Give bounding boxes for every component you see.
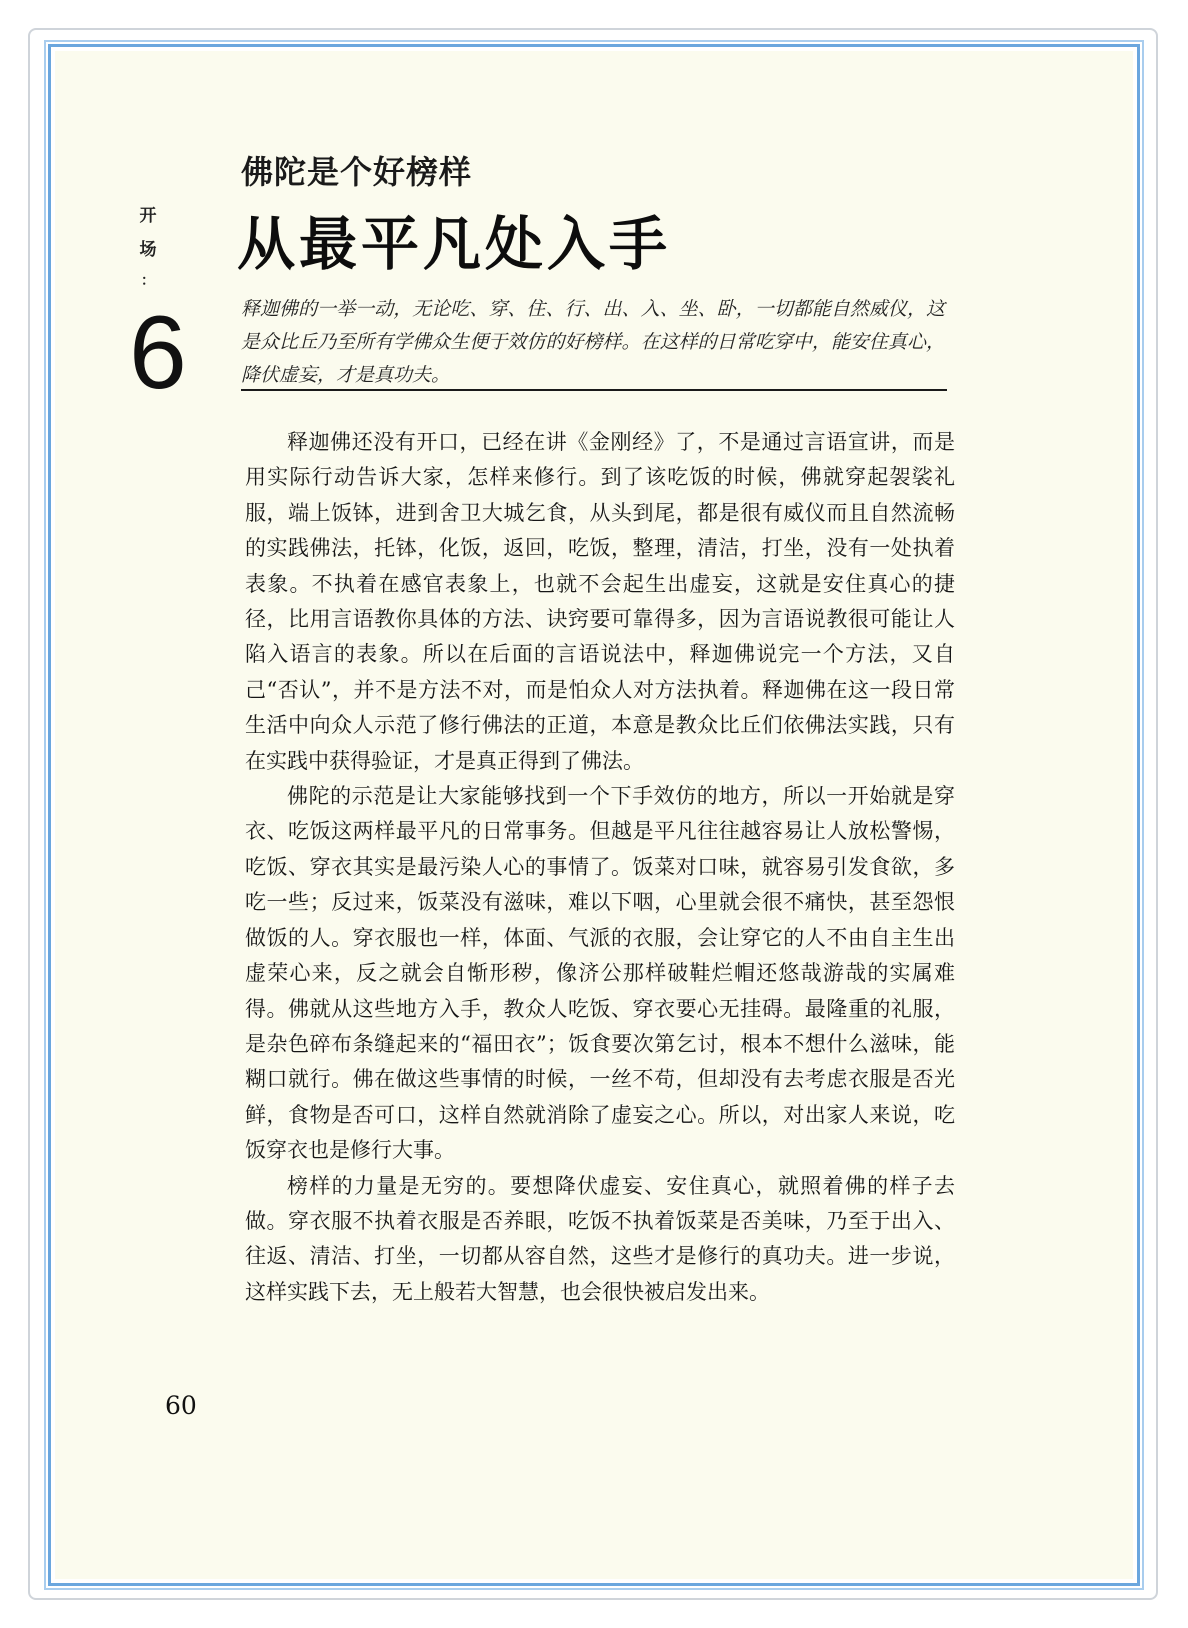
side-label-separator: ： bbox=[141, 273, 155, 289]
side-label-char-2: 场 bbox=[139, 240, 157, 260]
chapter-number: 6 bbox=[129, 295, 187, 411]
page-number: 60 bbox=[165, 1391, 197, 1420]
chapter-title: 从最平凡处入手 bbox=[237, 210, 672, 278]
section-side-label bbox=[135, 199, 161, 295]
paragraph-3: 榜样的力量是无穷的。要想降伏虚妄、安住真心，就照着佛的样子去做。穿衣服不执着衣服是否养眼，吃饭不执着饭菜是否美味，乃至于出入、往返、清洁、打坐，一切都从容自然，这些才是修行的真功夫。进一步说，这样实践下去，无上般若大智慧，也会很快被启发出来。 bbox=[245, 1173, 955, 1304]
side-label-char-1: 开 bbox=[139, 206, 157, 226]
chapter-subtitle: 佛陀是个好榜样 bbox=[241, 153, 473, 191]
body-text bbox=[245, 425, 955, 1310]
book-page bbox=[55, 51, 1133, 1579]
chapter-abstract: 释迦佛的一举一动，无论吃、穿、住、行、出、入、坐、卧，一切都能自然威仪，这是众比丘乃至所有学佛众生便于效仿的好榜样。在这样的日常吃穿中，能安住真心，降伏虚妄，才是真功夫。 bbox=[241, 298, 945, 386]
paragraph-1: 释迦佛还没有开口，已经在讲《金刚经》了，不是通过言语宣讲，而是用实际行动告诉大家，怎样来修行。到了该吃饭的时候，佛就穿起袈裟礼服，端上饭钵，进到舍卫大城乞食，从头到尾，都是很有威仪而且自然流畅的实践佛法，托钵，化饭，返回，吃饭，整理，清洁，打坐，没有一处执着表象。不执着在感官表象上，也就不会起生出虚妄，这就是安住真心的捷径，比用言语教你具体的方法、诀窍要可靠得多，因为言语说教很可能让人陷入语言的表象。所以在后面的言语说法中，释迦佛说完一个方法，又自己“否认”，并不是方法不对，而是怕众人对方法执着。释迦佛在这一段日常生活中向众人示范了修行佛法的正道，本意是教众比丘们依佛法实践，只有在实践中获得验证，才是真正得到了佛法。 bbox=[245, 430, 955, 773]
paragraph-2: 佛陀的示范是让大家能够找到一个下手效仿的地方，所以一开始就是穿衣、吃饭这两样最平凡的日常事务。但越是平凡往往越容易让人放松警惕，吃饭、穿衣其实是最污染人心的事情了。饭菜对口味，就容易引发食欲，多吃一些；反过来，饭菜没有滋味，难以下咽，心里就会很不痛快，甚至怨恨做饭的人。穿衣服也一样，体面、气派的衣服，会让穿它的人不由自主生出虚荣心来，反之就会自惭形秽，像济公那样破鞋烂帽还悠哉游哉的实属难得。佛就从这些地方入手，教众人吃饭、穿衣要心无挂碍。最隆重的礼服，是杂色碎布条缝起来的“福田衣”；饭食要次第乞讨，根本不想什么滋味，能糊口就行。佛在做这些事情的时候，一丝不苟，但却没有去考虑衣服是否光鲜，食物是否可口，这样自然就消除了虚妄之心。所以，对出家人来说，吃饭穿衣也是修行大事。 bbox=[245, 784, 955, 1163]
page-frame bbox=[48, 44, 1140, 1586]
abstract-divider bbox=[241, 389, 947, 391]
